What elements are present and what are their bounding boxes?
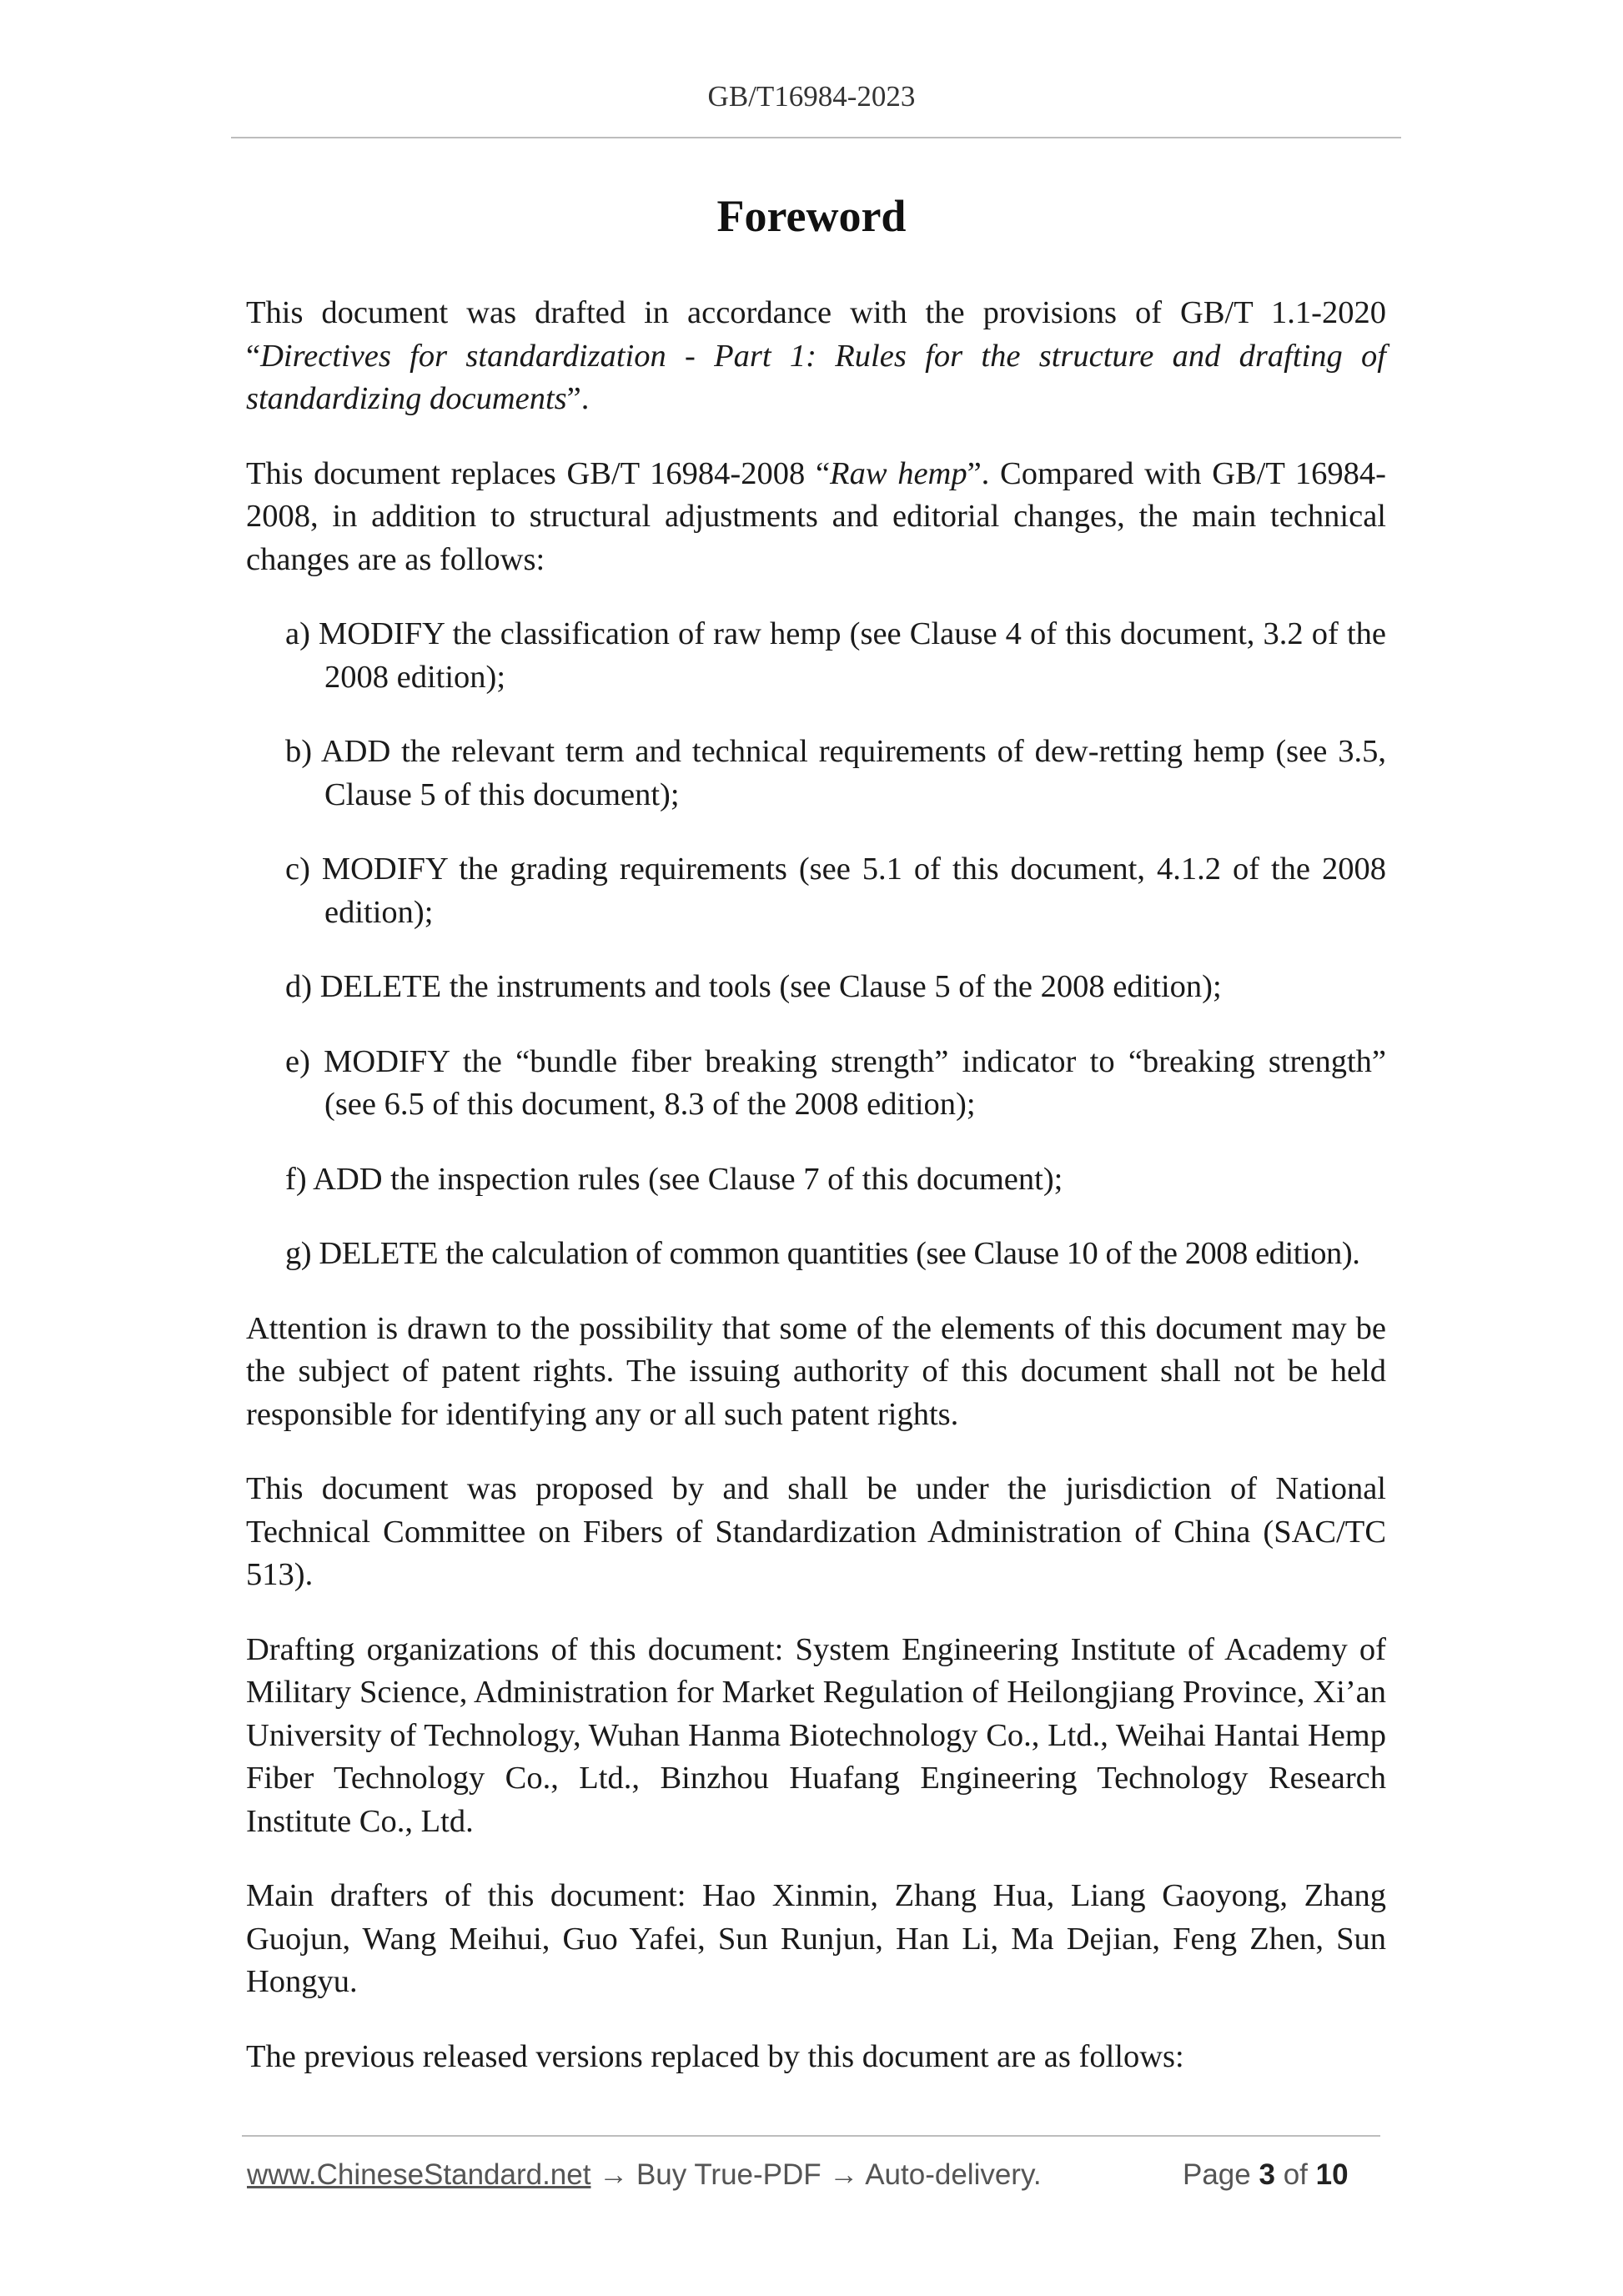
list-item-c: c) MODIFY the grading requirements (see 5.1 of this document, 4.1.2 of the 2008 edition); [285, 852, 1386, 930]
total-pages: 10 [1315, 2158, 1349, 2191]
paragraph-previous-versions: The previous released versions replaced by this document are as follows: [246, 2038, 1184, 2074]
italic-title: Directives for standardization - Part 1: Rules for the structure and drafting of standardizing documents [246, 338, 1386, 416]
page-number: Page 3 of 10 [1183, 2158, 1349, 2191]
paragraph-patent-notice: Attention is drawn to the possibility that some of the elements of this document may be the subject of patent rights. The issuing authority of this document shall not be held responsible for identifying any or all such patent rights. [246, 1310, 1386, 1432]
buy-true-pdf-text: Buy True-PDF [636, 2158, 822, 2191]
footer-promo [247, 2158, 1042, 2192]
auto-delivery-text: Auto-delivery. [865, 2158, 1042, 2191]
list-item-d: d) DELETE the instruments and tools (see Clause 5 of the 2008 edition); [285, 969, 1222, 1004]
paragraph-jurisdiction: This document was proposed by and shall be under the jurisdiction of National Technical Committee on Fibers of Standardization Administration of China (SAC/TC 513). [246, 1471, 1386, 1592]
website-link[interactable]: www.ChineseStandard.net [247, 2158, 591, 2191]
document-body [246, 292, 1386, 2110]
list-item-b: b) ADD the relevant term and technical requirements of dew-retting hemp (see 3.5, Clause 5 of this document); [285, 734, 1386, 812]
italic-title: Raw hemp [830, 455, 967, 491]
paragraph-main-drafters: Main drafters of this document: Hao Xinmin, Zhang Hua, Liang Gaoyong, Zhang Guojun, Wang Meihui, Guo Yafei, Sun Runjun, Han Li, Ma Dejian, Feng Zhen, Sun Hongyu. [246, 1878, 1386, 1999]
page-title: Foreword [716, 191, 907, 241]
current-page: 3 [1259, 2158, 1275, 2191]
footer-divider [242, 2135, 1380, 2137]
arrow-right-icon: → [599, 2158, 629, 2191]
paragraph-drafting-organizations: Drafting organizations of this document: System Engineering Institute of Academy of Military Science, Administration for Market Regulation of Heilongjiang Province, Xi’an University of Technology, Wuhan Hanma Biotechnology Co., Ltd., Weihai Hantai Hemp Fiber Technology Co., Ltd., Binzhou Huafang Engineering Technology Research Institute Co., Ltd. [246, 1631, 1386, 1839]
paragraph-drafting-basis: This document was drafted in accordance with the provisions of GB/T 1.1-2020 “Directives for standardization - Part 1: Rules for the structure and drafting of standardizing documents”. [246, 295, 1386, 416]
list-item-g: g) DELETE the calculation of common quantities (see Clause 10 of the 2008 edition). [285, 1236, 1360, 1271]
header-divider [231, 137, 1401, 138]
running-header: GB/T16984-2023 [707, 80, 916, 113]
list-item-a: a) MODIFY the classification of raw hemp (see Clause 4 of this document, 3.2 of the 2008 edition); [285, 616, 1386, 695]
list-item-f: f) ADD the inspection rules (see Clause 7 of this document); [285, 1161, 1063, 1197]
paragraph-replacement: This document replaces GB/T 16984-2008 “Raw hemp”. Compared with GB/T 16984-2008, in addition to structural adjustments and editorial changes, the main technical changes are as follows: [246, 455, 1387, 577]
arrow-right-icon: → [829, 2158, 859, 2191]
list-item-e: e) MODIFY the “bundle fiber breaking strength” indicator to “breaking strength” (see 6.5 of this document, 8.3 of the 2008 edition); [285, 1043, 1386, 1122]
